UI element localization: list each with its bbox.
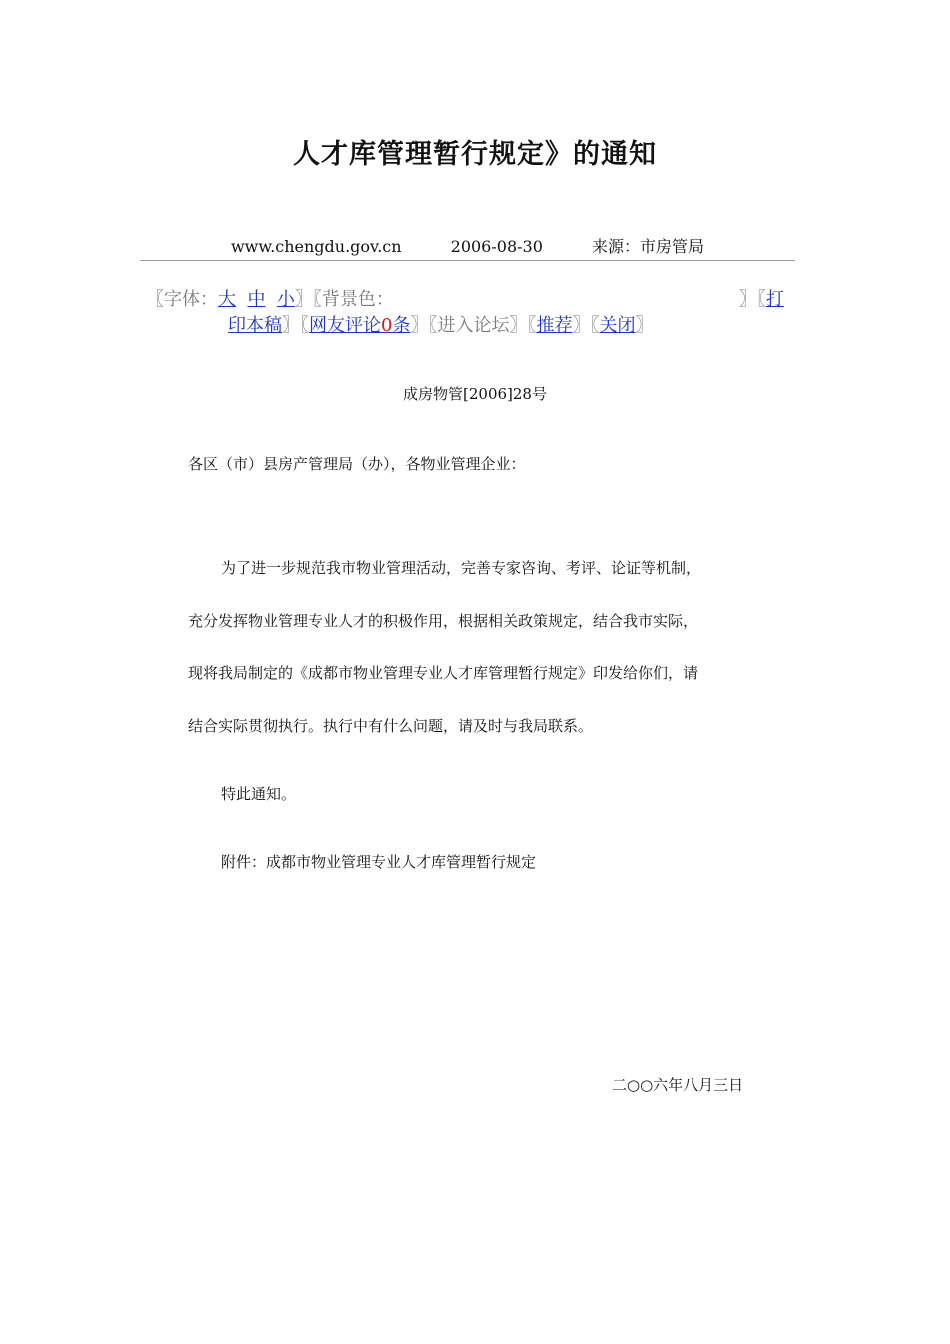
article-toolbar-row-2: [228, 311, 653, 337]
font-size-label: 〖字体：: [146, 289, 218, 310]
font-small-link[interactable]: 小: [276, 289, 295, 310]
source-label: 来源：市房管局: [591, 237, 704, 256]
body-line: 现将我局制定的《成都市物业管理专业人才库管理暂行规定》印发给你们，请: [188, 664, 699, 682]
closing-remark: 特此通知。: [221, 785, 297, 803]
publish-date: 2006-08-30: [450, 237, 543, 256]
body-line: 结合实际贯彻执行。执行中有什么问题，请及时与我局联系。: [188, 717, 594, 735]
body-line: 充分发挥物业管理专业人才的积极作用，根据相关政策规定，结合我市实际，: [188, 612, 699, 630]
document-number: 成房物管[2006]28号: [403, 385, 547, 403]
recommend-link[interactable]: 推荐: [536, 315, 573, 336]
comments-link[interactable]: [309, 315, 410, 336]
font-large-link[interactable]: 大: [218, 289, 236, 310]
toolbar-bracket: 〗: [635, 315, 654, 336]
close-link[interactable]: 关闭: [599, 315, 636, 336]
salutation: 各区（市）县房产管理局（办），各物业管理企业：: [188, 455, 526, 473]
comments-unit: 条: [392, 315, 411, 336]
website-url: www.chengdu.gov.cn: [230, 237, 402, 256]
font-medium-link[interactable]: 中: [247, 289, 266, 310]
signature-date: 二○○六年八月三日: [612, 1076, 744, 1094]
comments-count: 0: [381, 315, 393, 336]
print-link-part-1[interactable]: 打: [765, 289, 784, 310]
background-color-label: 〗〖背景色：: [294, 289, 394, 310]
article-meta: [140, 234, 795, 261]
page-title: 人才库管理暂行规定》的通知: [293, 139, 657, 170]
toolbar-bracket: 〗〖: [738, 289, 766, 310]
article-toolbar-row-1: [146, 285, 784, 311]
comments-label: 网友评论: [309, 315, 381, 336]
attachment-note: 附件：成都市物业管理专业人才库管理暂行规定: [221, 853, 537, 871]
body-line: 为了进一步规范我市物业管理活动，完善专家咨询、考评、论证等机制，: [221, 559, 702, 577]
print-link-part-2[interactable]: 印本稿: [228, 315, 282, 336]
forum-label: 〗〖进入论坛〗〖: [410, 315, 537, 336]
toolbar-bracket: 〗〖: [572, 315, 600, 336]
toolbar-bracket: 〗〖: [282, 315, 309, 336]
